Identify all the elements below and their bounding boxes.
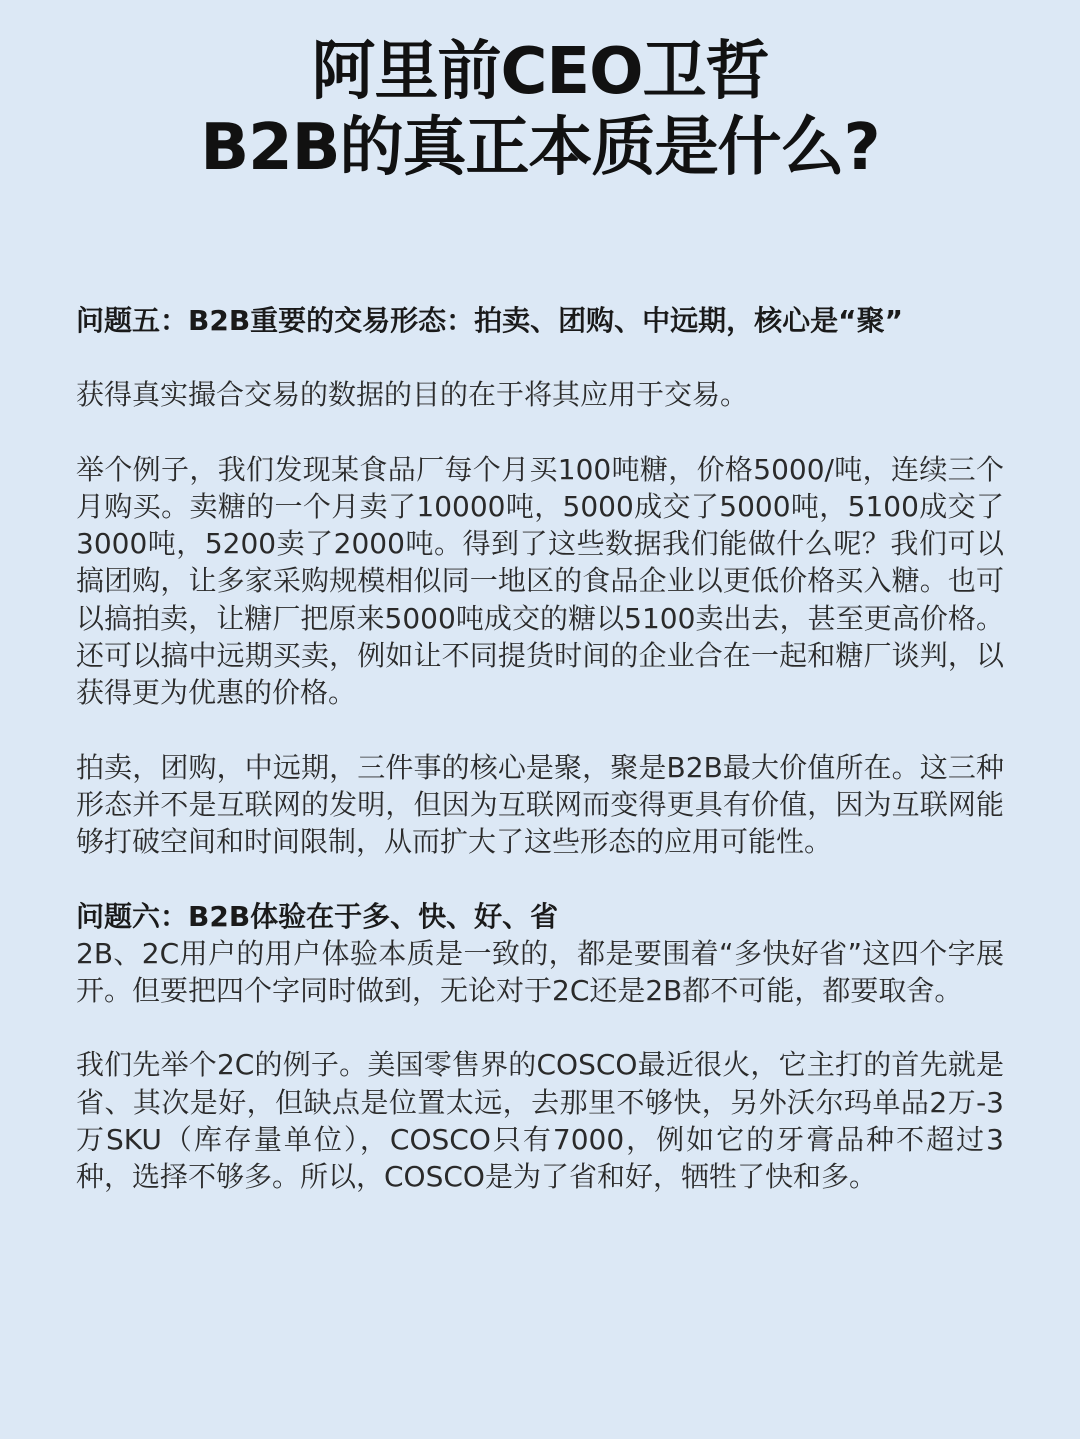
section-5-paragraph-2: 举个例子，我们发现某食品厂每个月买100吨糖，价格5000/吨，连续三个月购买。卖糖的一个月卖了10000吨，5000成交了5000吨，5100成交了3000吨，5200卖了2000吨。得到了这些数据我们能做什么呢？我们可以搞团购，让多家采购规模相似同一地区的食品企业以更低价格买入糖。也可以搞拍卖，让糖厂把原来5000吨成交的糖以5100卖出去，甚至更高价格。还可以搞中远期买卖，例如让不同提货时间的企业合在一起和糖厂谈判，以获得更为优惠的价格。: [76, 452, 1004, 710]
title-line-2: B2B的真正本质是什么?: [200, 111, 880, 185]
section-5-paragraph-3: 拍卖，团购，中远期，三件事的核心是聚，聚是B2B最大价值所在。这三种形态并不是互联网的发明，但因为互联网而变得更具有价值，因为互联网能够打破空间和时间限制，从而扩大了这些形态的应用可能性。: [76, 750, 1004, 859]
section-6-heading: 问题六：B2B体验在于多、快、好、省: [76, 899, 559, 933]
section-6-paragraph-2: 我们先举个2C的例子。美国零售界的COSCO最近很火，它主打的首先就是省、其次是好，但缺点是位置太远，去那里不够快，另外沃尔玛单品2万-3万SKU（库存量单位），COSCO只有7000，例如它的牙膏品种不超过3种，选择不够多。所以，COSCO是为了省和好，牺牲了快和多。: [76, 1048, 1004, 1194]
section-5-heading: 问题五：B2B重要的交易形态：拍卖、团购、中远期，核心是“聚”: [76, 304, 903, 337]
title-line-1: 阿里前CEO卫哲: [311, 35, 769, 109]
section-6-paragraph-1: 2B、2C用户的用户体验本质是一致的，都是要围着“多快好省”这四个字展开。但要把四个字同时做到，无论对于2C还是2B都不可能，都要取舍。: [76, 936, 1004, 1008]
section-5-paragraph-1: 获得真实撮合交易的数据的目的在于将其应用于交易。: [76, 378, 749, 412]
article-content: [76, 270, 1004, 1196]
title-block: [76, 0, 1004, 270]
